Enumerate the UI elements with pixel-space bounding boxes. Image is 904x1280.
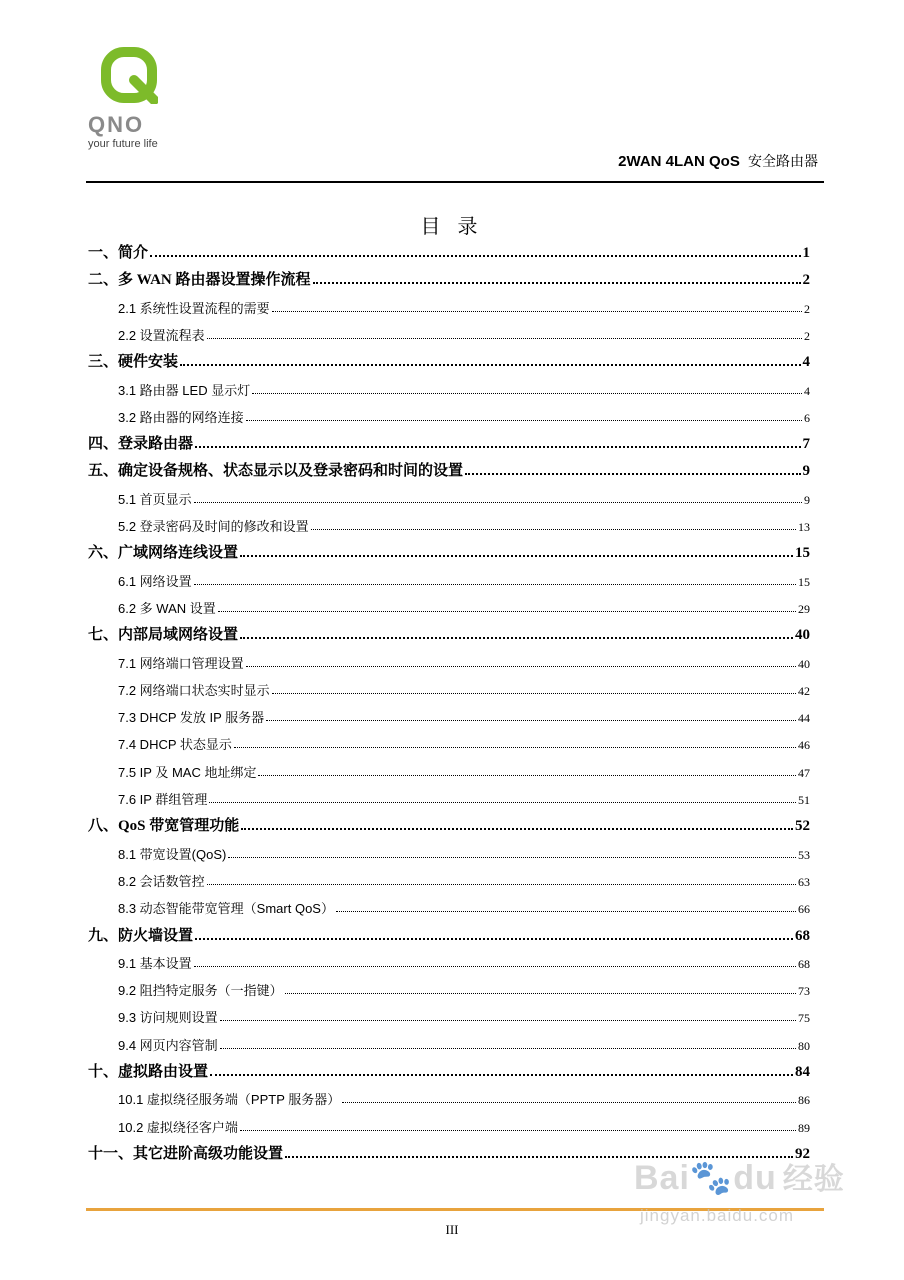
toc-entry-label: 7.3 DHCP 发放 IP 服务器 bbox=[118, 710, 265, 726]
toc-leader-dots bbox=[258, 774, 796, 776]
toc-chapter-entry[interactable] bbox=[88, 807, 810, 835]
toc-entry-label: 10.1 虚拟绕径服务端（PPTP 服务器） bbox=[118, 1092, 341, 1108]
toc-entry-page: 9 bbox=[804, 492, 810, 507]
product-title-cn: 安全路由器 bbox=[748, 153, 818, 169]
toc-entry-label: 9.3 访问规则设置 bbox=[118, 1010, 218, 1026]
toc-entry-page: 75 bbox=[798, 1011, 810, 1026]
toc-leader-dots bbox=[194, 583, 796, 585]
toc-leader-dots bbox=[195, 445, 800, 448]
toc-leader-dots bbox=[220, 1047, 796, 1049]
toc-entry-label: 8.1 带宽设置(QoS) bbox=[118, 846, 227, 862]
toc-section-entry[interactable] bbox=[88, 780, 810, 808]
toc-leader-dots bbox=[194, 965, 796, 967]
toc-leader-dots bbox=[228, 856, 796, 858]
toc-leader-dots bbox=[266, 719, 796, 721]
toc-section-entry[interactable] bbox=[88, 316, 810, 344]
toc-chapter-entry[interactable] bbox=[88, 425, 810, 453]
toc-leader-dots bbox=[313, 281, 801, 284]
toc-section-entry[interactable] bbox=[88, 289, 810, 317]
toc-entry-label: 8.2 会话数管控 bbox=[118, 873, 205, 889]
toc-leader-dots bbox=[246, 665, 796, 667]
qno-q-icon bbox=[100, 46, 158, 104]
toc-entry-page: 15 bbox=[795, 545, 810, 562]
toc-entry-page: 89 bbox=[798, 1120, 810, 1135]
baidu-watermark bbox=[634, 1150, 854, 1240]
toc-entry-page: 73 bbox=[798, 984, 810, 999]
toc-entry-label: 八、QoS 带宽管理功能 bbox=[88, 818, 240, 835]
toc-section-entry[interactable] bbox=[88, 971, 810, 999]
toc-entry-page: 47 bbox=[798, 765, 810, 780]
toc-entry-label: 6.1 网络设置 bbox=[118, 573, 192, 589]
toc-section-entry[interactable] bbox=[88, 644, 810, 672]
toc-leader-dots bbox=[311, 528, 796, 530]
toc-entry-label: 四、登录路由器 bbox=[88, 436, 194, 453]
toc-entry-label: 2.2 设置流程表 bbox=[118, 327, 205, 343]
toc-section-entry[interactable] bbox=[88, 862, 810, 890]
toc-entry-label: 十、虚拟路由设置 bbox=[88, 1064, 209, 1080]
toc-leader-dots bbox=[209, 801, 796, 803]
toc-entry-label: 五、确定设备规格、状态显示以及登录密码和时间的设置 bbox=[88, 463, 464, 480]
toc-section-entry[interactable] bbox=[88, 671, 810, 699]
watermark-brand-du: du bbox=[733, 1159, 777, 1197]
toc-leader-dots bbox=[207, 337, 802, 339]
toc-leader-dots bbox=[285, 992, 796, 994]
toc-entry-page: 13 bbox=[798, 520, 810, 534]
toc-section-entry[interactable] bbox=[88, 398, 810, 426]
toc-section-entry[interactable] bbox=[88, 1080, 810, 1108]
toc-leader-dots bbox=[207, 883, 796, 885]
toc-entry-page: 29 bbox=[798, 601, 810, 616]
paw-icon: 🐾 bbox=[689, 1159, 734, 1197]
toc-leader-dots bbox=[240, 554, 793, 557]
toc-entry-page: 4 bbox=[804, 383, 810, 398]
toc-entry-page: 80 bbox=[798, 1038, 810, 1053]
toc-entry-label: 10.2 虚拟绕径客户端 bbox=[118, 1119, 238, 1135]
toc-section-entry[interactable] bbox=[88, 371, 810, 399]
toc-chapter-entry[interactable] bbox=[88, 534, 810, 562]
toc-entry-page: 92 bbox=[795, 1145, 810, 1162]
toc-entry-label: 7.4 DHCP 状态显示 bbox=[118, 737, 232, 753]
logo-wordmark: QNO bbox=[88, 112, 145, 137]
toc-leader-dots bbox=[336, 910, 796, 912]
watermark-brand-bai: Bai bbox=[634, 1159, 690, 1197]
toc-section-entry[interactable] bbox=[88, 1108, 810, 1136]
toc-entry-label: 7.2 网络端口状态实时显示 bbox=[118, 682, 270, 698]
toc-leader-dots bbox=[234, 746, 796, 748]
toc-section-entry[interactable] bbox=[88, 889, 810, 917]
toc-entry-page: 6 bbox=[804, 410, 810, 425]
product-title bbox=[618, 151, 818, 171]
toc-leader-dots bbox=[194, 501, 802, 503]
toc-entry-label: 9.1 基本设置 bbox=[118, 955, 192, 971]
toc-entry-page: 1 bbox=[802, 245, 810, 261]
toc-entry-label: 九、防火墙设置 bbox=[88, 927, 194, 944]
header-divider bbox=[86, 181, 824, 183]
toc-entry-label: 三、硬件安装 bbox=[88, 354, 179, 371]
toc-entry-label: 5.1 首页显示 bbox=[118, 491, 192, 507]
toc-leader-dots bbox=[180, 363, 800, 366]
toc-entry-page: 53 bbox=[798, 847, 810, 862]
toc-entry-label: 7.5 IP 及 MAC 地址绑定 bbox=[118, 764, 257, 780]
page-number: III bbox=[445, 1222, 459, 1237]
toc-leader-dots bbox=[220, 1019, 796, 1021]
toc-entry-label: 9.2 阻挡特定服务（一指键） bbox=[118, 983, 283, 999]
watermark-brand bbox=[634, 1154, 845, 1198]
toc-entry-label: 一、简介 bbox=[88, 245, 149, 261]
toc-title: 目 录 bbox=[420, 216, 484, 238]
toc-chapter-entry[interactable] bbox=[88, 1053, 810, 1081]
watermark-brand-cn: 经验 bbox=[782, 1163, 845, 1196]
toc-section-entry[interactable] bbox=[88, 835, 810, 863]
toc-entry-page: 66 bbox=[798, 902, 810, 917]
toc-leader-dots bbox=[272, 692, 796, 694]
toc-entry-page: 40 bbox=[795, 627, 810, 644]
toc-entry-label: 十一、其它进阶高级功能设置 bbox=[88, 1145, 284, 1162]
toc-entry-label: 六、广域网络连线设置 bbox=[88, 545, 239, 562]
toc-chapter-entry[interactable] bbox=[88, 343, 810, 371]
toc-entry-label: 2.1 系统性设置流程的需要 bbox=[118, 300, 270, 316]
toc-chapter-entry[interactable] bbox=[88, 452, 810, 480]
toc-leader-dots bbox=[210, 1073, 793, 1076]
toc-section-entry[interactable] bbox=[88, 725, 810, 753]
watermark-url: jingyan.baidu.com bbox=[640, 1206, 795, 1225]
toc-entry-label: 6.2 多 WAN 设置 bbox=[118, 600, 216, 616]
toc-section-entry[interactable] bbox=[88, 1026, 810, 1054]
toc-entry-page: 9 bbox=[802, 463, 810, 480]
toc-entry-page: 52 bbox=[795, 818, 810, 835]
toc-entry-label: 8.3 动态智能带宽管理（Smart QoS） bbox=[118, 901, 334, 917]
toc-entry-page: 7 bbox=[802, 436, 810, 453]
toc-entry-page: 2 bbox=[804, 328, 810, 343]
toc-entry-page: 68 bbox=[795, 927, 810, 944]
toc-section-entry[interactable] bbox=[88, 507, 810, 535]
toc-section-entry[interactable] bbox=[88, 698, 810, 726]
toc-leader-dots bbox=[150, 254, 800, 257]
toc-entry-label: 3.1 路由器 LED 显示灯 bbox=[118, 382, 251, 398]
toc-entry-page: 2 bbox=[804, 301, 810, 316]
toc-chapter-entry[interactable] bbox=[88, 917, 810, 945]
toc-leader-dots bbox=[465, 472, 800, 475]
toc-leader-dots bbox=[241, 827, 793, 830]
toc-leader-dots bbox=[240, 636, 793, 639]
toc-entry-page: 63 bbox=[798, 874, 810, 889]
toc-leader-dots bbox=[272, 310, 802, 312]
logo-slogan: your future life bbox=[88, 138, 158, 150]
toc-chapter-entry[interactable] bbox=[88, 616, 810, 644]
toc-section-entry[interactable] bbox=[88, 562, 810, 590]
product-title-latin: 2WAN 4LAN QoS bbox=[618, 153, 740, 170]
toc-entry-page: 84 bbox=[795, 1064, 810, 1080]
toc-entry-label: 7.6 IP 群组管理 bbox=[118, 792, 208, 807]
toc-entry-page: 42 bbox=[798, 683, 810, 698]
toc-entry-page: 40 bbox=[798, 656, 810, 671]
toc-entry-page: 46 bbox=[798, 738, 810, 753]
toc-entry-page: 44 bbox=[798, 711, 810, 726]
toc-section-entry[interactable] bbox=[88, 944, 810, 972]
toc-leader-dots bbox=[246, 419, 802, 421]
toc-leader-dots bbox=[195, 937, 793, 940]
toc-entry-label: 二、多 WAN 路由器设置操作流程 bbox=[88, 272, 311, 289]
toc-entry-page: 2 bbox=[802, 272, 810, 289]
toc-entry-label: 七、内部局域网络设置 bbox=[88, 627, 239, 644]
toc-entry-label: 9.4 网页内容管制 bbox=[118, 1037, 218, 1053]
toc-section-entry[interactable] bbox=[88, 753, 810, 781]
toc-entry-page: 15 bbox=[798, 574, 810, 589]
qno-logo bbox=[88, 44, 198, 154]
toc-entry-page: 4 bbox=[802, 354, 810, 371]
toc-entry-label: 5.2 登录密码及时间的修改和设置 bbox=[118, 519, 309, 534]
toc-entry-page: 68 bbox=[798, 956, 810, 971]
toc-entry-label: 7.1 网络端口管理设置 bbox=[118, 655, 244, 671]
toc-leader-dots bbox=[342, 1101, 796, 1103]
toc-entry-label: 3.2 路由器的网络连接 bbox=[118, 409, 244, 425]
toc-section-entry[interactable] bbox=[88, 480, 810, 508]
toc-section-entry[interactable] bbox=[88, 998, 810, 1026]
toc-chapter-entry[interactable] bbox=[88, 261, 810, 289]
toc-leader-dots bbox=[240, 1129, 796, 1131]
toc-chapter-entry[interactable] bbox=[88, 234, 810, 262]
toc-entry-page: 86 bbox=[798, 1093, 810, 1108]
toc-leader-dots bbox=[218, 610, 796, 612]
toc-entry-page: 51 bbox=[798, 793, 810, 807]
toc-section-entry[interactable] bbox=[88, 589, 810, 617]
toc-leader-dots bbox=[252, 392, 802, 394]
